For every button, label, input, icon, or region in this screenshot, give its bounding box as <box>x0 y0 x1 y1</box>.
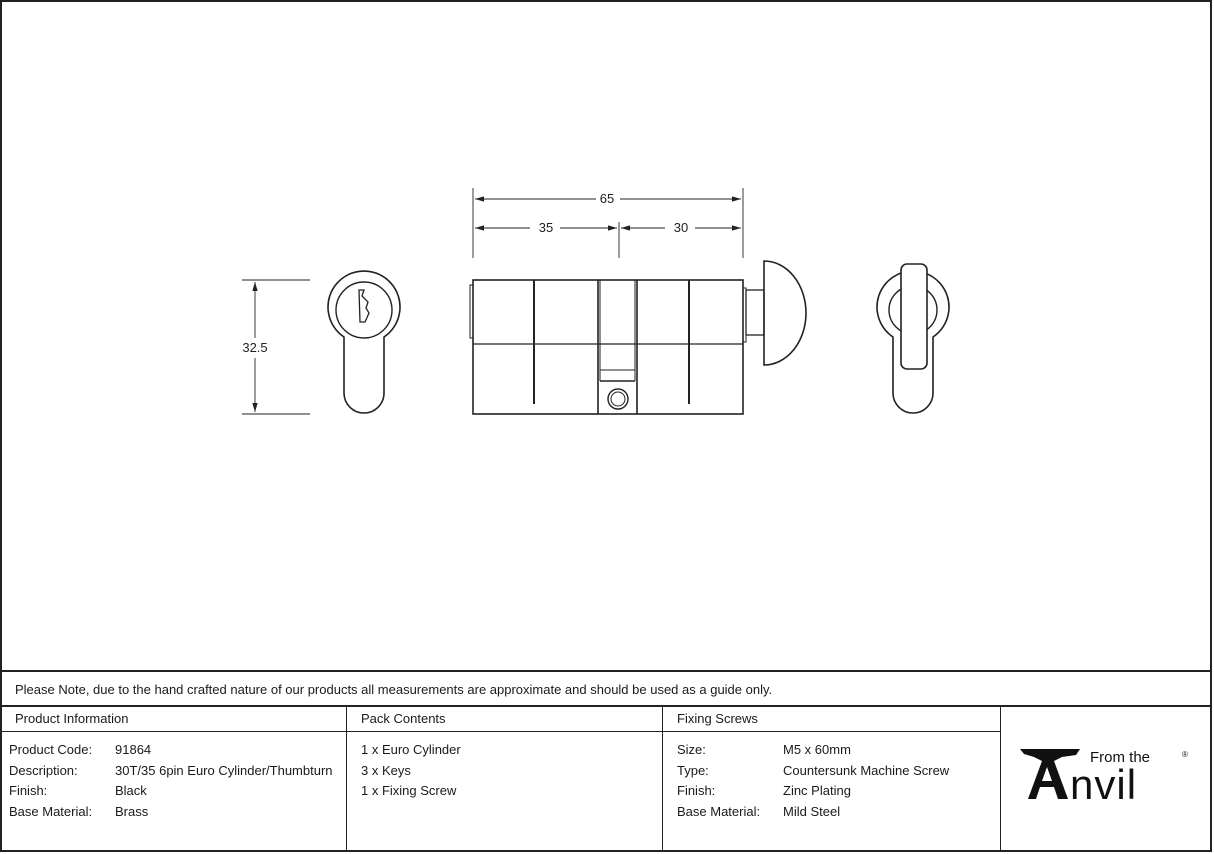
screw-row <box>677 761 1000 782</box>
screw-label: Base Material: <box>677 804 761 820</box>
logo-small-text: From the <box>1090 749 1151 766</box>
pack-contents-panel <box>347 707 663 852</box>
info-row <box>9 802 346 823</box>
product-information-panel <box>0 707 347 852</box>
approximation-note: Please Note, due to the hand crafted nature of our products all measurements are approximate and should be used as a guide only. <box>0 670 1212 707</box>
thumbturn-end-view <box>877 264 949 413</box>
logo-big-text: nvil <box>1070 761 1138 805</box>
pack-item: 1 x Fixing Screw <box>361 783 457 799</box>
info-row <box>9 761 346 782</box>
key-end-view <box>328 271 400 413</box>
screw-label: Size: <box>677 742 706 757</box>
panel-title: Pack Contents <box>347 707 662 732</box>
info-row <box>9 740 346 761</box>
info-value: Black <box>115 783 147 799</box>
info-value: 30T/35 6pin Euro Cylinder/Thumbturn <box>115 762 333 778</box>
dim-32-5: 32.5 <box>242 340 268 355</box>
screw-row <box>677 802 1000 823</box>
fixing-screws-panel <box>663 707 1001 852</box>
panel-title: Product Information <box>0 707 346 732</box>
from-the-anvil-logo <box>1018 745 1198 805</box>
screw-row <box>677 740 1000 761</box>
side-view <box>470 261 806 414</box>
registered-mark: ® <box>1182 750 1188 759</box>
info-value: 91864 <box>115 742 152 757</box>
dim-30: 30 <box>673 220 689 235</box>
info-label: Product Code: <box>9 742 93 757</box>
screw-value: Mild Steel <box>783 804 841 820</box>
info-label: Finish: <box>9 783 48 799</box>
panel-title: Fixing Screws <box>663 707 1000 732</box>
pack-item: 1 x Euro Cylinder <box>361 742 461 757</box>
dim-65: 65 <box>599 191 615 206</box>
dim-35: 35 <box>538 220 554 235</box>
info-label: Base Material: <box>9 804 93 820</box>
screw-row <box>677 781 1000 802</box>
info-label: Description: <box>9 762 78 778</box>
screw-value: Countersunk Machine Screw <box>783 762 950 778</box>
info-value: Brass <box>115 804 149 820</box>
pack-item: 3 x Keys <box>361 762 411 778</box>
screw-value: M5 x 60mm <box>783 742 851 757</box>
screw-value: Zinc Plating <box>783 783 851 799</box>
screw-label: Type: <box>677 762 709 778</box>
screw-label: Finish: <box>677 783 716 799</box>
info-row <box>9 781 346 802</box>
